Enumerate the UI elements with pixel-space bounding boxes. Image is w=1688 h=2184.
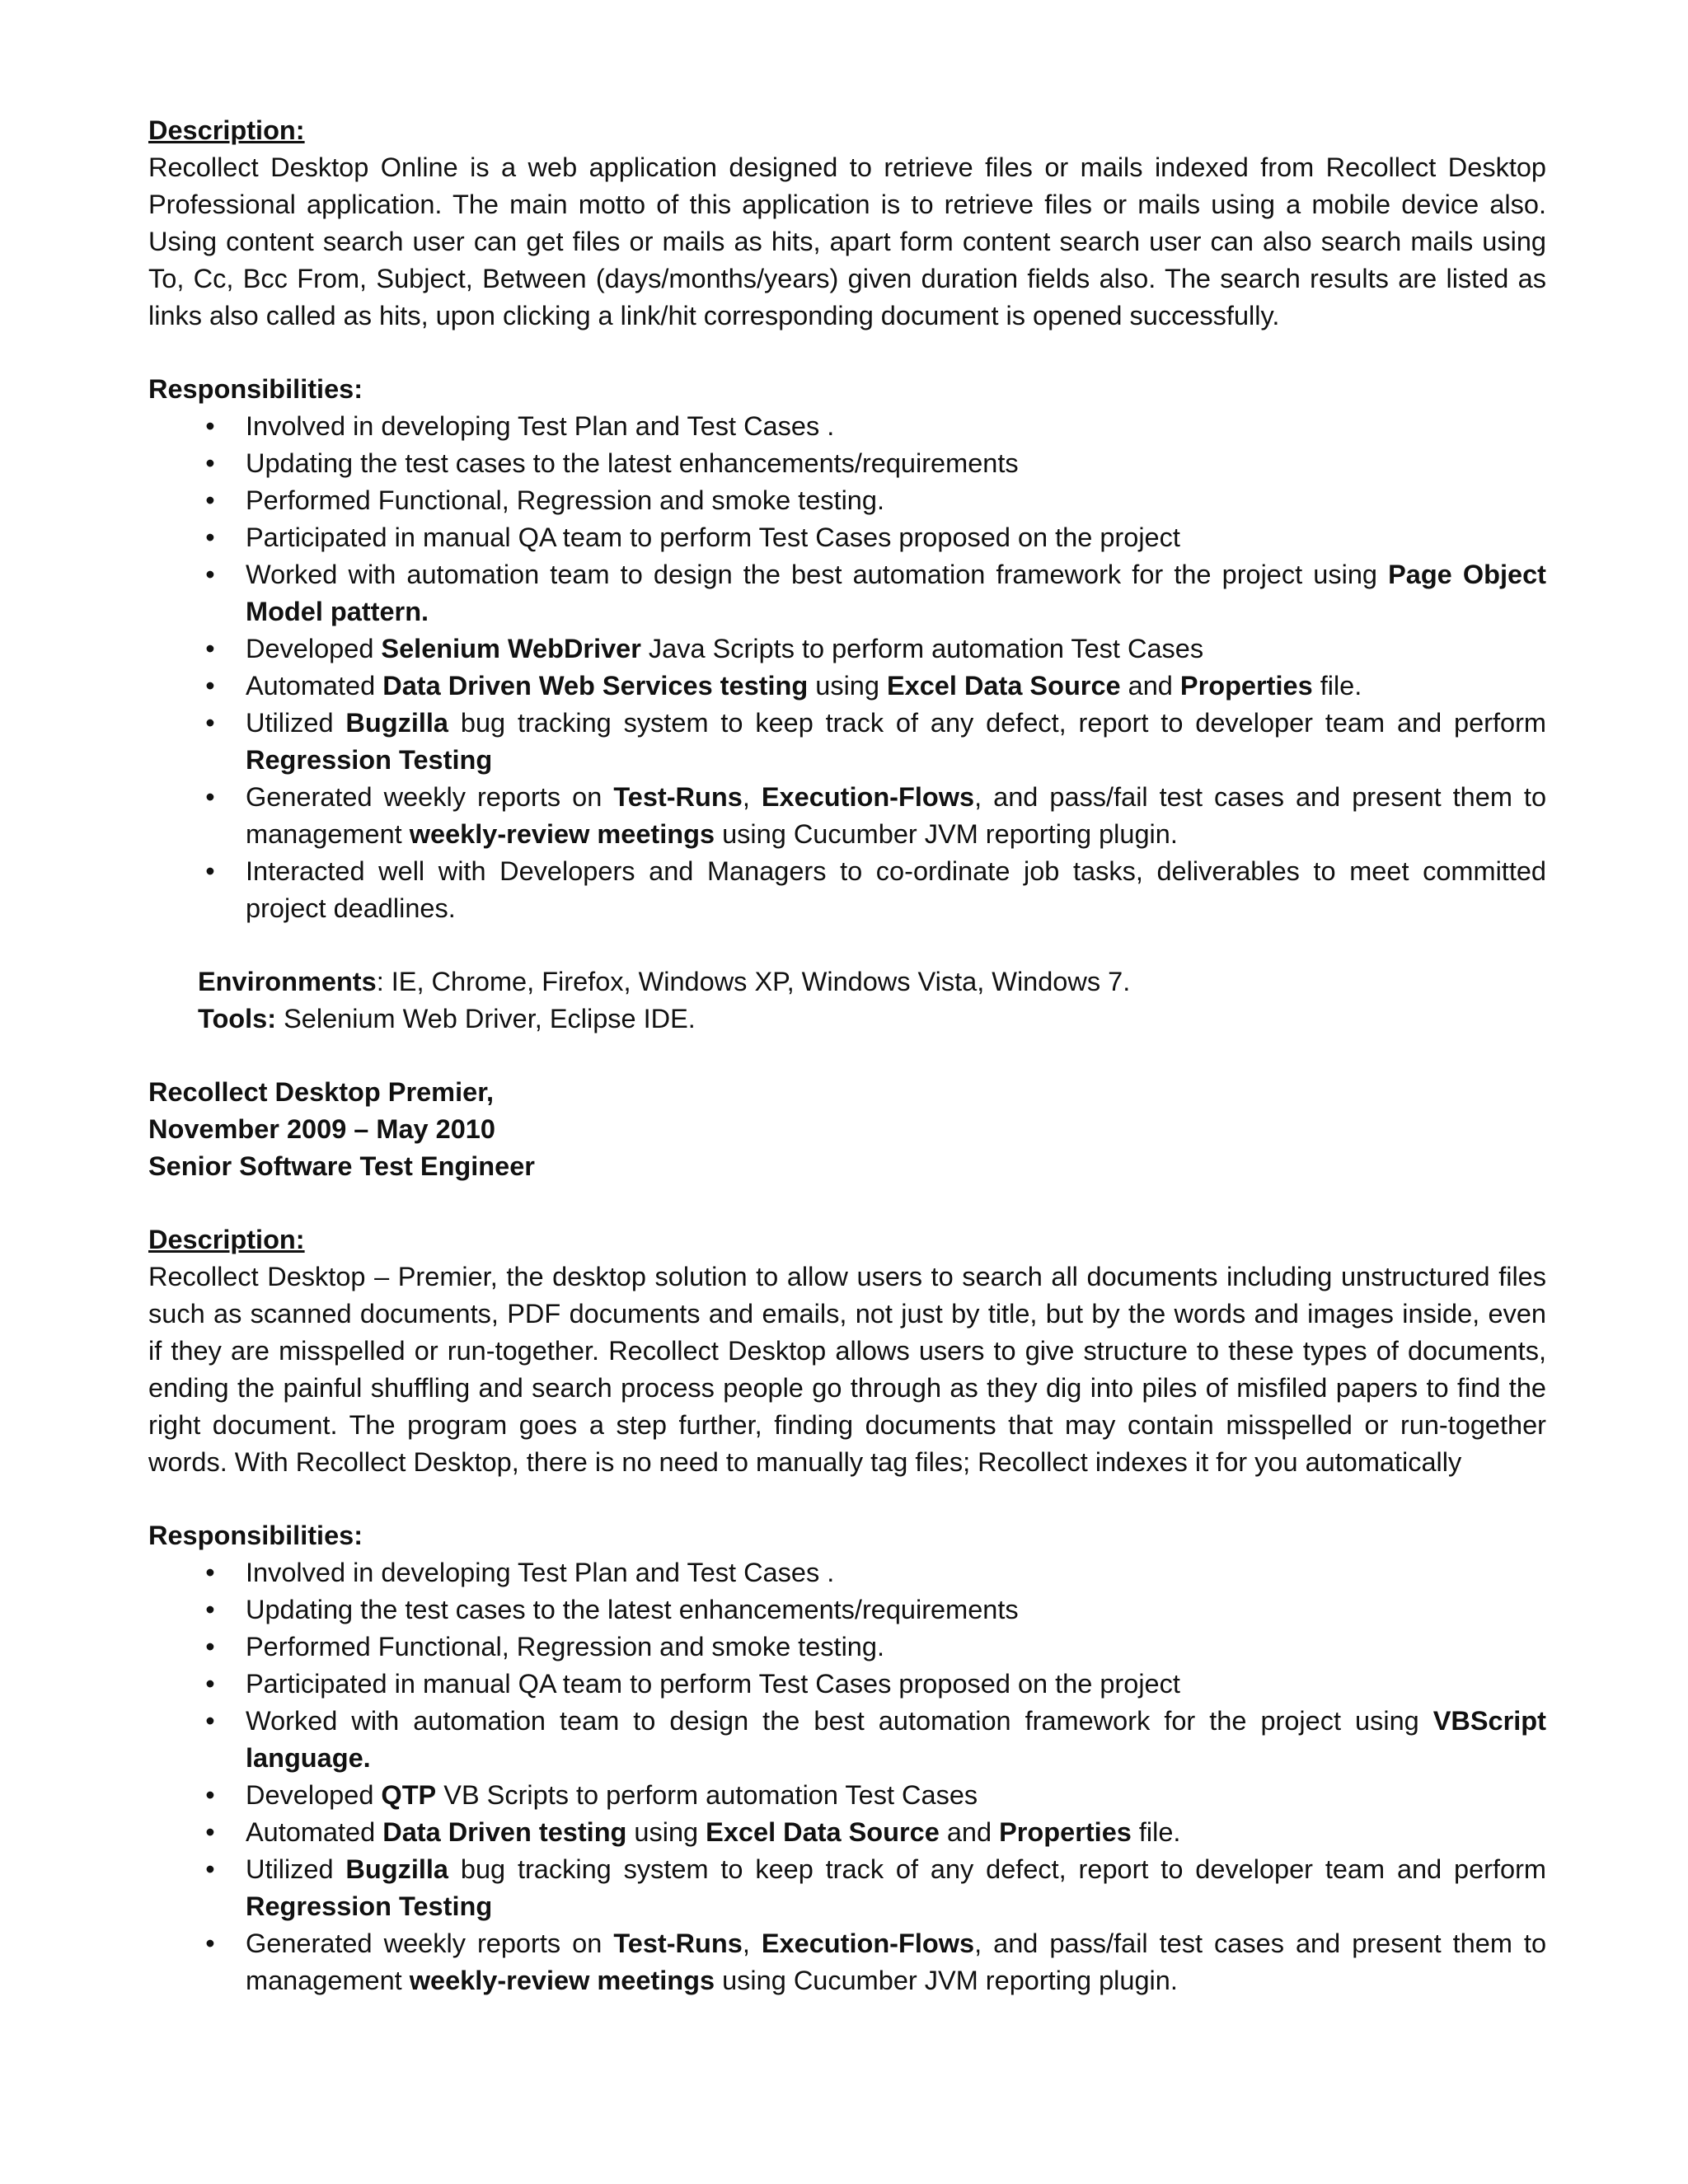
description-text: Recollect Desktop Online is a web application designed to retrieve files or mails indexed from Recollect Desktop Professional application. The main motto of this application is to retrieve files or mails using a mobile device also. Using content search user can get files or mails as hits, apart form content search user can also search mails using To, Cc, Bcc From, Subject, Between (days/months/years) given duration fields also. The search results are listed as links also called as hits, upon clicking a link/hit corresponding document is opened successfully.: [148, 152, 1546, 330]
bullet-icon: •: [205, 634, 215, 663]
bullet-icon: •: [205, 708, 215, 738]
bullet-icon: •: [205, 1854, 215, 1884]
job-title: Senior Software Test Engineer: [148, 1151, 535, 1181]
description-text: Recollect Desktop – Premier, the desktop solution to allow users to search all documents including unstructured files such as scanned documents, PDF documents and emails, not just by title, but by the words and images inside, even if they are misspelled or run-together. Recollect Desktop allows users to give structure to these types of documents, ending the painful shuffling and search process people go through as they dig into piles of misfiled papers to find the right document. The program goes a step further, finding documents that may contain misspelled or run-together words. With Recollect Desktop, there is no need to manually tag files; Recollect indexes it for you automatically: [148, 1262, 1546, 1477]
bullet-icon: •: [205, 1780, 215, 1810]
bullet-icon: •: [205, 485, 215, 515]
description-heading: Description:: [148, 115, 305, 145]
bullet-icon: •: [205, 782, 215, 812]
responsibilities-heading: Responsibilities:: [148, 374, 363, 404]
list-item: • Updating the test cases to the latest enhancements/requirements: [148, 1591, 1546, 1629]
list-item: • Involved in developing Test Plan and Test Cases .: [148, 1554, 1546, 1591]
bullet-icon: •: [205, 856, 215, 886]
bullet-icon: •: [205, 560, 215, 589]
list-item: • Involved in developing Test Plan and Test Cases .: [148, 408, 1546, 445]
list-item: • Worked with automation team to design the best automation framework for the project using Page Object Model pattern.: [148, 556, 1546, 630]
project-name: Recollect Desktop Premier,: [148, 1077, 495, 1107]
description-heading: Description:: [148, 1225, 305, 1254]
bullet-icon: •: [205, 1595, 215, 1624]
list-item: • Utilized Bugzilla bug tracking system to keep track of any defect, report to developer team and perform Regression Testing: [148, 705, 1546, 779]
list-item: • Participated in manual QA team to perform Test Cases proposed on the project: [148, 519, 1546, 556]
list-item: • Updating the test cases to the latest enhancements/requirements: [148, 445, 1546, 482]
responsibilities-heading: Responsibilities:: [148, 1521, 363, 1550]
list-item: • Participated in manual QA team to perform Test Cases proposed on the project: [148, 1666, 1546, 1703]
tools-line: Tools: Selenium Web Driver, Eclipse IDE.: [198, 1004, 696, 1033]
bullet-icon: •: [205, 671, 215, 701]
responsibilities-list: [148, 408, 1546, 927]
resume-page: [148, 112, 1546, 1999]
list-item: • Automated Data Driven Web Services testing using Excel Data Source and Properties file.: [148, 668, 1546, 705]
list-item: • Developed QTP VB Scripts to perform automation Test Cases: [148, 1777, 1546, 1814]
bullet-icon: •: [205, 1706, 215, 1736]
list-item: • Interacted well with Developers and Managers to co-ordinate job tasks, deliverables to meet committed project deadlines.: [148, 853, 1546, 927]
bullet-icon: •: [205, 1632, 215, 1661]
list-item: • Performed Functional, Regression and smoke testing.: [148, 1629, 1546, 1666]
list-item: • Utilized Bugzilla bug tracking system to keep track of any defect, report to developer team and perform Regression Testing: [148, 1851, 1546, 1925]
list-item: • Developed Selenium WebDriver Java Scripts to perform automation Test Cases: [148, 630, 1546, 668]
bullet-icon: •: [205, 523, 215, 552]
bullet-icon: •: [205, 1817, 215, 1847]
list-item: • Worked with automation team to design the best automation framework for the project using VBScript language.: [148, 1703, 1546, 1777]
bullet-icon: •: [205, 1669, 215, 1699]
responsibilities-list: [148, 1554, 1546, 1999]
job-dates: November 2009 – May 2010: [148, 1114, 495, 1144]
list-item: • Automated Data Driven testing using Excel Data Source and Properties file.: [148, 1814, 1546, 1851]
list-item: • Generated weekly reports on Test-Runs, Execution-Flows, and pass/fail test cases and present them to management weekly-review meetings using Cucumber JVM reporting plugin.: [148, 779, 1546, 853]
bullet-icon: •: [205, 448, 215, 478]
bullet-icon: •: [205, 1929, 215, 1958]
bullet-icon: •: [205, 1558, 215, 1587]
list-item: • Performed Functional, Regression and smoke testing.: [148, 482, 1546, 519]
bullet-icon: •: [205, 411, 215, 441]
list-item: • Generated weekly reports on Test-Runs, Execution-Flows, and pass/fail test cases and present them to management weekly-review meetings using Cucumber JVM reporting plugin.: [148, 1925, 1546, 1999]
environments-line: Environments: IE, Chrome, Firefox, Windows XP, Windows Vista, Windows 7.: [198, 967, 1131, 996]
